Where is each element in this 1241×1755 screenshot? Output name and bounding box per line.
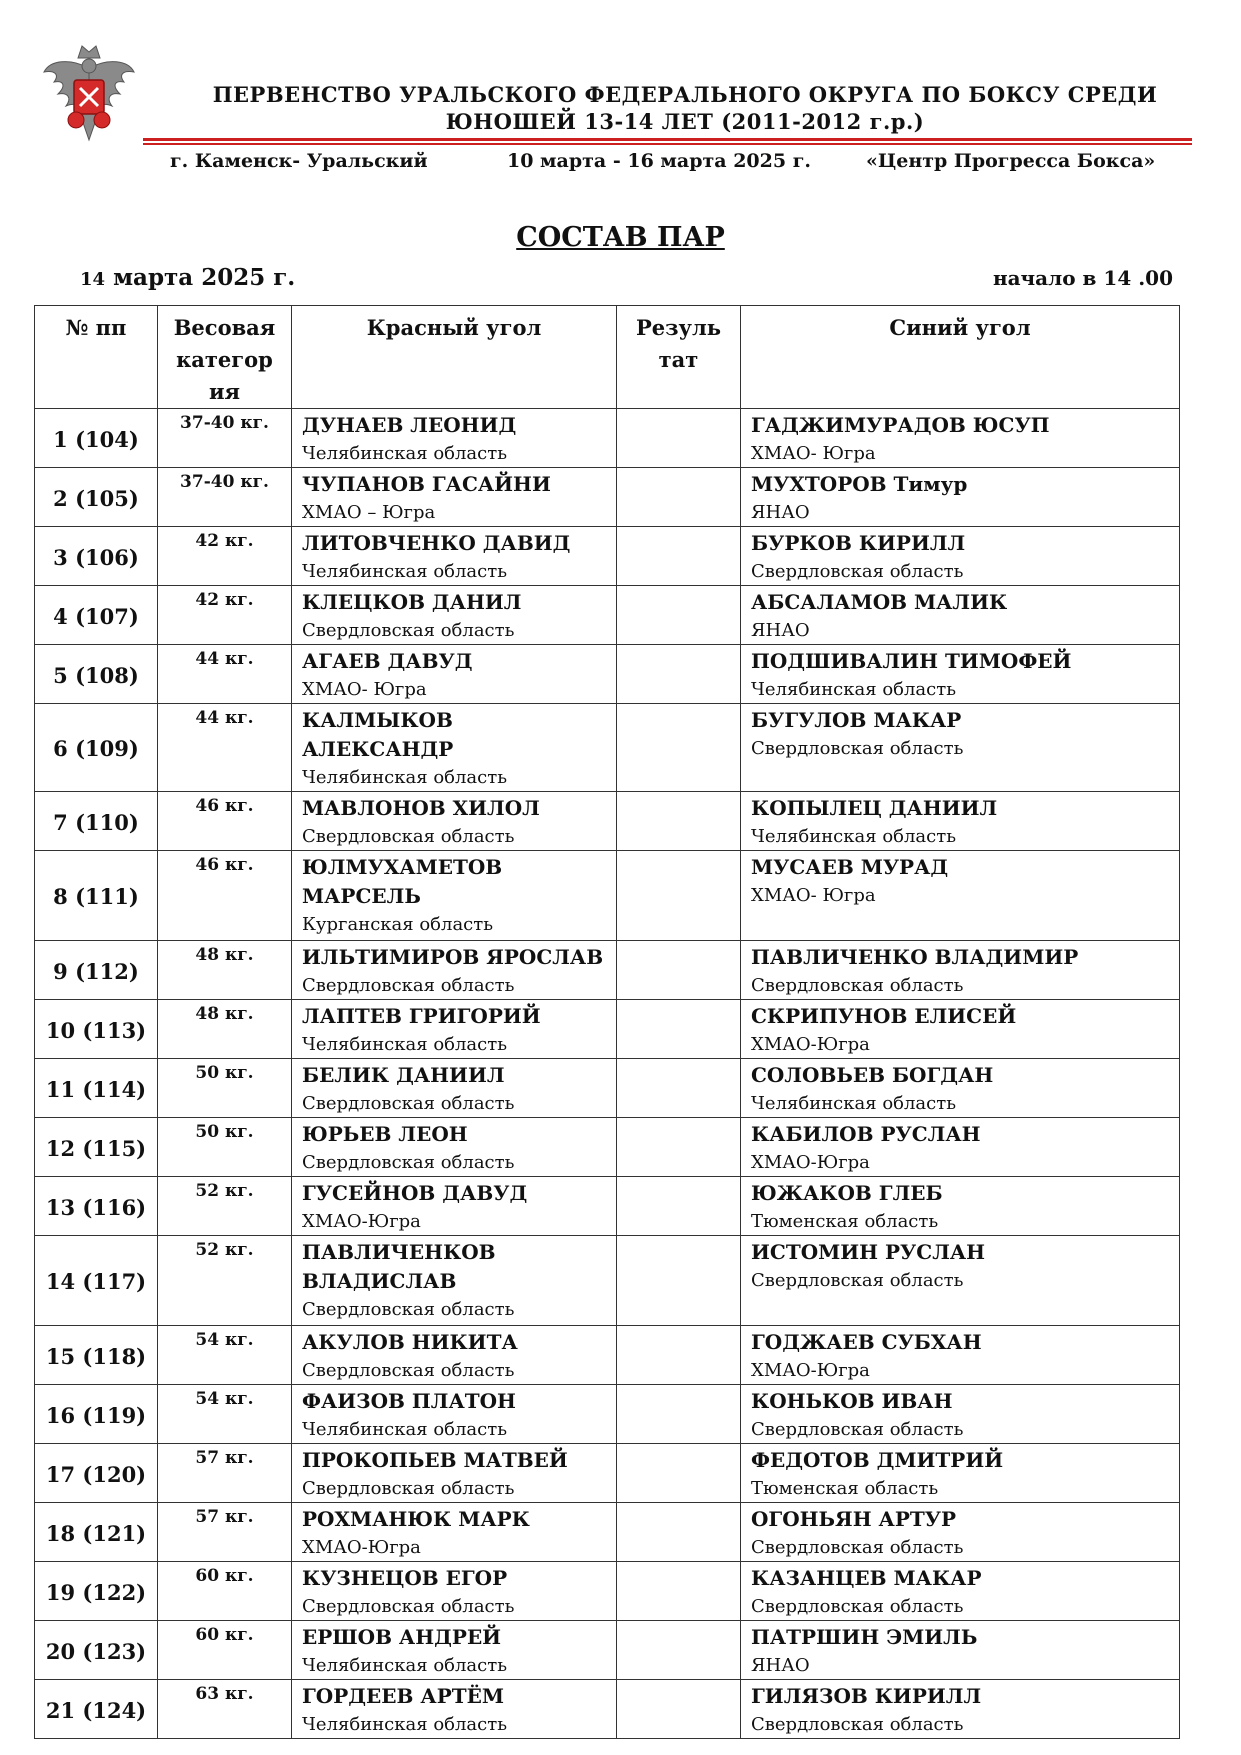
document-title: СОСТАВ ПАР bbox=[516, 222, 725, 253]
blue-boxer-name: ПАВЛИЧЕНКО ВЛАДИМИР bbox=[751, 945, 1079, 969]
bout-number: 6 (109) bbox=[35, 704, 158, 792]
red-corner-cell bbox=[292, 792, 617, 851]
blue-corner-cell bbox=[741, 1000, 1180, 1059]
blue-boxer-name: СОЛОВЬЕВ БОГДАН bbox=[751, 1063, 994, 1087]
red-boxer-region: Свердловская область bbox=[302, 1299, 515, 1320]
result-cell bbox=[617, 1680, 741, 1739]
blue-boxer-region: Тюменская область bbox=[751, 1211, 939, 1232]
bout-number: 13 (116) bbox=[35, 1177, 158, 1236]
result-cell bbox=[617, 1385, 741, 1444]
red-boxer-region: Курганская область bbox=[302, 914, 494, 935]
table-row bbox=[35, 586, 1180, 645]
blue-corner-cell bbox=[741, 1621, 1180, 1680]
blue-boxer-region: ХМАО- Югра bbox=[751, 885, 876, 906]
red-boxer-name: ЧУПАНОВ ГАСАЙНИ bbox=[302, 472, 551, 496]
blue-boxer-region: Свердловская область bbox=[751, 561, 964, 582]
result-cell bbox=[617, 941, 741, 1000]
table-body bbox=[35, 409, 1180, 1739]
weight-category: 57 кг. bbox=[158, 1444, 292, 1503]
red-boxer-region: Свердловская область bbox=[302, 1152, 515, 1173]
blue-boxer-region: Свердловская область bbox=[751, 738, 964, 759]
red-boxer-name: КУЗНЕЦОВ ЕГОР bbox=[302, 1566, 508, 1590]
weight-category: 48 кг. bbox=[158, 1000, 292, 1059]
blue-boxer-name: МУСАЕВ МУРАД bbox=[751, 855, 949, 879]
table-row bbox=[35, 645, 1180, 704]
red-corner-cell bbox=[292, 1236, 617, 1326]
table-row bbox=[35, 851, 1180, 941]
header-divider-thin bbox=[143, 143, 1192, 145]
red-boxer-region: Челябинская область bbox=[302, 1419, 508, 1440]
column-header-weight: Весовая категор ия bbox=[158, 306, 292, 409]
header-title-line1: ПЕРВЕНСТВО УРАЛЬСКОГО ФЕДЕРАЛЬНОГО ОКРУГА ПО БОКСУ СРЕДИ bbox=[212, 82, 1158, 107]
blue-boxer-name: КАБИЛОВ РУСЛАН bbox=[751, 1122, 981, 1146]
event-venue: «Центр Прогресса Бокса» bbox=[866, 150, 1156, 172]
weight-category: 54 кг. bbox=[158, 1385, 292, 1444]
header-title-line2: ЮНОШЕЙ 13-14 ЛЕТ (2011-2012 г.р.) bbox=[445, 109, 925, 134]
red-boxer-region: Челябинская область bbox=[302, 561, 508, 582]
blue-corner-cell bbox=[741, 1326, 1180, 1385]
table-row bbox=[35, 1059, 1180, 1118]
red-corner-cell bbox=[292, 941, 617, 1000]
red-boxer-region: Челябинская область bbox=[302, 1714, 508, 1735]
bout-number: 17 (120) bbox=[35, 1444, 158, 1503]
blue-boxer-region: Свердловская область bbox=[751, 975, 964, 996]
table-row bbox=[35, 1621, 1180, 1680]
red-boxer-region: ХМАО – Югра bbox=[302, 502, 436, 523]
blue-corner-cell bbox=[741, 409, 1180, 468]
weight-category: 42 кг. bbox=[158, 586, 292, 645]
red-boxer-name: ПАВЛИЧЕНКОВ ВЛАДИСЛАВ bbox=[302, 1240, 496, 1293]
header-divider bbox=[143, 138, 1192, 141]
weight-category: 46 кг. bbox=[158, 851, 292, 941]
blue-boxer-name: ПАТРШИН ЭМИЛЬ bbox=[751, 1625, 978, 1649]
column-header-red-corner: Красный угол bbox=[292, 306, 617, 409]
result-cell bbox=[617, 1059, 741, 1118]
red-boxer-name: ЕРШОВ АНДРЕЙ bbox=[302, 1625, 502, 1649]
blue-boxer-region: Свердловская область bbox=[751, 1714, 964, 1735]
blue-boxer-name: АБСАЛАМОВ МАЛИК bbox=[751, 590, 1008, 614]
blue-boxer-name: ПОДШИВАЛИН ТИМОФЕЙ bbox=[751, 649, 1072, 673]
blue-boxer-name: ИСТОМИН РУСЛАН bbox=[751, 1240, 986, 1264]
weight-category: 42 кг. bbox=[158, 527, 292, 586]
bout-number: 9 (112) bbox=[35, 941, 158, 1000]
red-boxer-name: ДУНАЕВ ЛЕОНИД bbox=[302, 413, 517, 437]
weight-category: 54 кг. bbox=[158, 1326, 292, 1385]
result-cell bbox=[617, 586, 741, 645]
table-header-row bbox=[35, 306, 1180, 409]
table-row bbox=[35, 1385, 1180, 1444]
bout-number: 16 (119) bbox=[35, 1385, 158, 1444]
blue-boxer-name: СКРИПУНОВ ЕЛИСЕЙ bbox=[751, 1004, 1017, 1028]
weight-category: 52 кг. bbox=[158, 1236, 292, 1326]
red-corner-cell bbox=[292, 1385, 617, 1444]
result-cell bbox=[617, 1562, 741, 1621]
red-corner-cell bbox=[292, 1680, 617, 1739]
red-boxer-region: Свердловская область bbox=[302, 1093, 515, 1114]
blue-corner-cell bbox=[741, 1562, 1180, 1621]
blue-boxer-region: Челябинская область bbox=[751, 1093, 957, 1114]
red-boxer-name: ПРОКОПЬЕВ МАТВЕЙ bbox=[302, 1448, 568, 1472]
blue-boxer-region: Свердловская область bbox=[751, 1596, 964, 1617]
bout-number: 7 (110) bbox=[35, 792, 158, 851]
red-corner-cell bbox=[292, 645, 617, 704]
red-boxer-name: ГУСЕЙНОВ ДАВУД bbox=[302, 1181, 528, 1205]
bout-number: 8 (111) bbox=[35, 851, 158, 941]
weight-category: 57 кг. bbox=[158, 1503, 292, 1562]
red-boxer-region: Свердловская область bbox=[302, 1478, 515, 1499]
result-cell bbox=[617, 1177, 741, 1236]
bout-number: 19 (122) bbox=[35, 1562, 158, 1621]
blue-boxer-name: ГИЛЯЗОВ КИРИЛЛ bbox=[751, 1684, 982, 1708]
table-row bbox=[35, 1562, 1180, 1621]
red-corner-cell bbox=[292, 1118, 617, 1177]
weight-category: 50 кг. bbox=[158, 1059, 292, 1118]
blue-corner-cell bbox=[741, 645, 1180, 704]
blue-boxer-region: ХМАО- Югра bbox=[751, 443, 876, 464]
table-row bbox=[35, 941, 1180, 1000]
blue-corner-cell bbox=[741, 1680, 1180, 1739]
result-cell bbox=[617, 704, 741, 792]
weight-category: 60 кг. bbox=[158, 1562, 292, 1621]
table-row bbox=[35, 468, 1180, 527]
red-corner-cell bbox=[292, 1000, 617, 1059]
start-time: начало в 14 .00 bbox=[992, 266, 1173, 290]
red-corner-cell bbox=[292, 1444, 617, 1503]
bout-number: 12 (115) bbox=[35, 1118, 158, 1177]
blue-corner-cell bbox=[741, 941, 1180, 1000]
blue-corner-cell bbox=[741, 1503, 1180, 1562]
red-boxer-name: РОХМАНЮК МАРК bbox=[302, 1507, 530, 1531]
red-boxer-name: КАЛМЫКОВ АЛЕКСАНДР bbox=[302, 708, 454, 761]
bout-number: 10 (113) bbox=[35, 1000, 158, 1059]
blue-boxer-name: БУГУЛОВ МАКАР bbox=[751, 708, 962, 732]
red-boxer-region: Свердловская область bbox=[302, 620, 515, 641]
result-cell bbox=[617, 1503, 741, 1562]
weight-category: 44 кг. bbox=[158, 645, 292, 704]
competition-date-day: 14 bbox=[80, 269, 106, 290]
bout-number: 11 (114) bbox=[35, 1059, 158, 1118]
blue-corner-cell bbox=[741, 1236, 1180, 1326]
table-row bbox=[35, 1177, 1180, 1236]
weight-category: 46 кг. bbox=[158, 792, 292, 851]
blue-boxer-name: МУХТОРОВ Тимур bbox=[751, 472, 968, 496]
event-dates: 10 марта - 16 марта 2025 г. bbox=[507, 150, 811, 172]
result-cell bbox=[617, 1236, 741, 1326]
red-boxer-region: Челябинская область bbox=[302, 1655, 508, 1676]
blue-boxer-region: Свердловская область bbox=[751, 1537, 964, 1558]
red-boxer-name: ЮРЬЕВ ЛЕОН bbox=[302, 1122, 468, 1146]
red-boxer-region: Свердловская область bbox=[302, 1596, 515, 1617]
blue-boxer-region: ЯНАО bbox=[751, 502, 810, 523]
blue-corner-cell bbox=[741, 704, 1180, 792]
weight-category: 50 кг. bbox=[158, 1118, 292, 1177]
red-boxer-name: ФАИЗОВ ПЛАТОН bbox=[302, 1389, 516, 1413]
result-cell bbox=[617, 409, 741, 468]
column-header-result: Резуль тат bbox=[617, 306, 741, 409]
table-row bbox=[35, 1503, 1180, 1562]
table-row bbox=[35, 792, 1180, 851]
table-row bbox=[35, 527, 1180, 586]
red-corner-cell bbox=[292, 1503, 617, 1562]
red-boxer-region: ХМАО-Югра bbox=[302, 1211, 421, 1232]
result-cell bbox=[617, 851, 741, 941]
red-boxer-region: Свердловская область bbox=[302, 975, 515, 996]
bout-number: 5 (108) bbox=[35, 645, 158, 704]
blue-boxer-region: Свердловская область bbox=[751, 1419, 964, 1440]
blue-boxer-region: Свердловская область bbox=[751, 1270, 964, 1291]
blue-boxer-name: КОНЬКОВ ИВАН bbox=[751, 1389, 953, 1413]
red-boxer-name: ЮЛМУХАМЕТОВ МАРСЕЛЬ bbox=[302, 855, 503, 908]
red-boxer-region: Челябинская область bbox=[302, 767, 508, 788]
bout-number: 15 (118) bbox=[35, 1326, 158, 1385]
table-row bbox=[35, 1444, 1180, 1503]
table-row bbox=[35, 1236, 1180, 1326]
blue-boxer-name: КОПЫЛЕЦ ДАНИИЛ bbox=[751, 796, 998, 820]
red-boxer-name: ЛИТОВЧЕНКО ДАВИД bbox=[302, 531, 571, 555]
blue-boxer-region: ЯНАО bbox=[751, 1655, 810, 1676]
blue-boxer-name: ЮЖАКОВ ГЛЕБ bbox=[751, 1181, 943, 1205]
blue-boxer-region: ХМАО-Югра bbox=[751, 1034, 870, 1055]
result-cell bbox=[617, 1444, 741, 1503]
blue-corner-cell bbox=[741, 851, 1180, 941]
result-cell bbox=[617, 1118, 741, 1177]
event-city: г. Каменск- Уральский bbox=[170, 150, 428, 172]
bout-number: 1 (104) bbox=[35, 409, 158, 468]
red-boxer-region: ХМАО-Югра bbox=[302, 1537, 421, 1558]
result-cell bbox=[617, 1621, 741, 1680]
weight-category: 37-40 кг. bbox=[158, 468, 292, 527]
ministry-emblem-icon bbox=[40, 40, 138, 152]
bout-number: 2 (105) bbox=[35, 468, 158, 527]
blue-boxer-name: ГОДЖАЕВ СУБХАН bbox=[751, 1330, 982, 1354]
competition-date bbox=[80, 264, 295, 291]
column-header-num: № пп bbox=[35, 306, 158, 409]
blue-boxer-name: БУРКОВ КИРИЛЛ bbox=[751, 531, 966, 555]
result-cell bbox=[617, 792, 741, 851]
blue-corner-cell bbox=[741, 1059, 1180, 1118]
competition-date-month-year: марта 2025 г. bbox=[105, 264, 296, 291]
blue-boxer-region: Тюменская область bbox=[751, 1478, 939, 1499]
table-row bbox=[35, 1000, 1180, 1059]
blue-corner-cell bbox=[741, 792, 1180, 851]
result-cell bbox=[617, 1326, 741, 1385]
blue-corner-cell bbox=[741, 1444, 1180, 1503]
red-boxer-name: ИЛЬТИМИРОВ ЯРОСЛАВ bbox=[302, 945, 604, 969]
blue-corner-cell bbox=[741, 527, 1180, 586]
red-corner-cell bbox=[292, 409, 617, 468]
blue-boxer-region: ХМАО-Югра bbox=[751, 1152, 870, 1173]
table-row bbox=[35, 1680, 1180, 1739]
red-corner-cell bbox=[292, 468, 617, 527]
pairs-table bbox=[34, 305, 1180, 1739]
result-cell bbox=[617, 527, 741, 586]
weight-category: 52 кг. bbox=[158, 1177, 292, 1236]
table-row bbox=[35, 1118, 1180, 1177]
blue-corner-cell bbox=[741, 1118, 1180, 1177]
weight-category: 44 кг. bbox=[158, 704, 292, 792]
red-boxer-name: АКУЛОВ НИКИТА bbox=[302, 1330, 518, 1354]
red-corner-cell bbox=[292, 586, 617, 645]
blue-boxer-region: Челябинская область bbox=[751, 826, 957, 847]
red-boxer-name: АГАЕВ ДАВУД bbox=[302, 649, 473, 673]
red-corner-cell bbox=[292, 851, 617, 941]
blue-boxer-name: ОГОНЬЯН АРТУР bbox=[751, 1507, 957, 1531]
result-cell bbox=[617, 1000, 741, 1059]
red-boxer-region: Свердловская область bbox=[302, 826, 515, 847]
red-corner-cell bbox=[292, 1621, 617, 1680]
red-boxer-region: Свердловская область bbox=[302, 1360, 515, 1381]
blue-boxer-name: КАЗАНЦЕВ МАКАР bbox=[751, 1566, 982, 1590]
weight-category: 48 кг. bbox=[158, 941, 292, 1000]
red-corner-cell bbox=[292, 1326, 617, 1385]
blue-boxer-region: ЯНАО bbox=[751, 620, 810, 641]
weight-category: 63 кг. bbox=[158, 1680, 292, 1739]
table-row bbox=[35, 1326, 1180, 1385]
red-boxer-name: МАВЛОНОВ ХИЛОЛ bbox=[302, 796, 540, 820]
red-boxer-region: Челябинская область bbox=[302, 443, 508, 464]
red-boxer-name: ЛАПТЕВ ГРИГОРИЙ bbox=[302, 1004, 541, 1028]
blue-boxer-name: ГАДЖИМУРАДОВ ЮСУП bbox=[751, 413, 1050, 437]
result-cell bbox=[617, 645, 741, 704]
blue-boxer-region: ХМАО-Югра bbox=[751, 1360, 870, 1381]
blue-boxer-region: Челябинская область bbox=[751, 679, 957, 700]
red-boxer-region: Челябинская область bbox=[302, 1034, 508, 1055]
red-boxer-name: ГОРДЕЕВ АРТЁМ bbox=[302, 1684, 505, 1708]
red-corner-cell bbox=[292, 1059, 617, 1118]
red-boxer-region: ХМАО- Югра bbox=[302, 679, 427, 700]
table-row bbox=[35, 704, 1180, 792]
blue-corner-cell bbox=[741, 1385, 1180, 1444]
bout-number: 20 (123) bbox=[35, 1621, 158, 1680]
red-boxer-name: КЛЕЦКОВ ДАНИЛ bbox=[302, 590, 522, 614]
bout-number: 14 (117) bbox=[35, 1236, 158, 1326]
blue-corner-cell bbox=[741, 468, 1180, 527]
result-cell bbox=[617, 468, 741, 527]
bout-number: 21 (124) bbox=[35, 1680, 158, 1739]
bout-number: 3 (106) bbox=[35, 527, 158, 586]
red-boxer-name: БЕЛИК ДАНИИЛ bbox=[302, 1063, 505, 1087]
red-corner-cell bbox=[292, 1562, 617, 1621]
blue-corner-cell bbox=[741, 1177, 1180, 1236]
bout-number: 4 (107) bbox=[35, 586, 158, 645]
weight-category: 60 кг. bbox=[158, 1621, 292, 1680]
blue-corner-cell bbox=[741, 586, 1180, 645]
bout-number: 18 (121) bbox=[35, 1503, 158, 1562]
table-row bbox=[35, 409, 1180, 468]
blue-boxer-name: ФЕДОТОВ ДМИТРИЙ bbox=[751, 1448, 1004, 1472]
red-corner-cell bbox=[292, 704, 617, 792]
red-corner-cell bbox=[292, 1177, 617, 1236]
column-header-blue-corner: Синий угол bbox=[741, 306, 1180, 409]
red-corner-cell bbox=[292, 527, 617, 586]
weight-category: 37-40 кг. bbox=[158, 409, 292, 468]
